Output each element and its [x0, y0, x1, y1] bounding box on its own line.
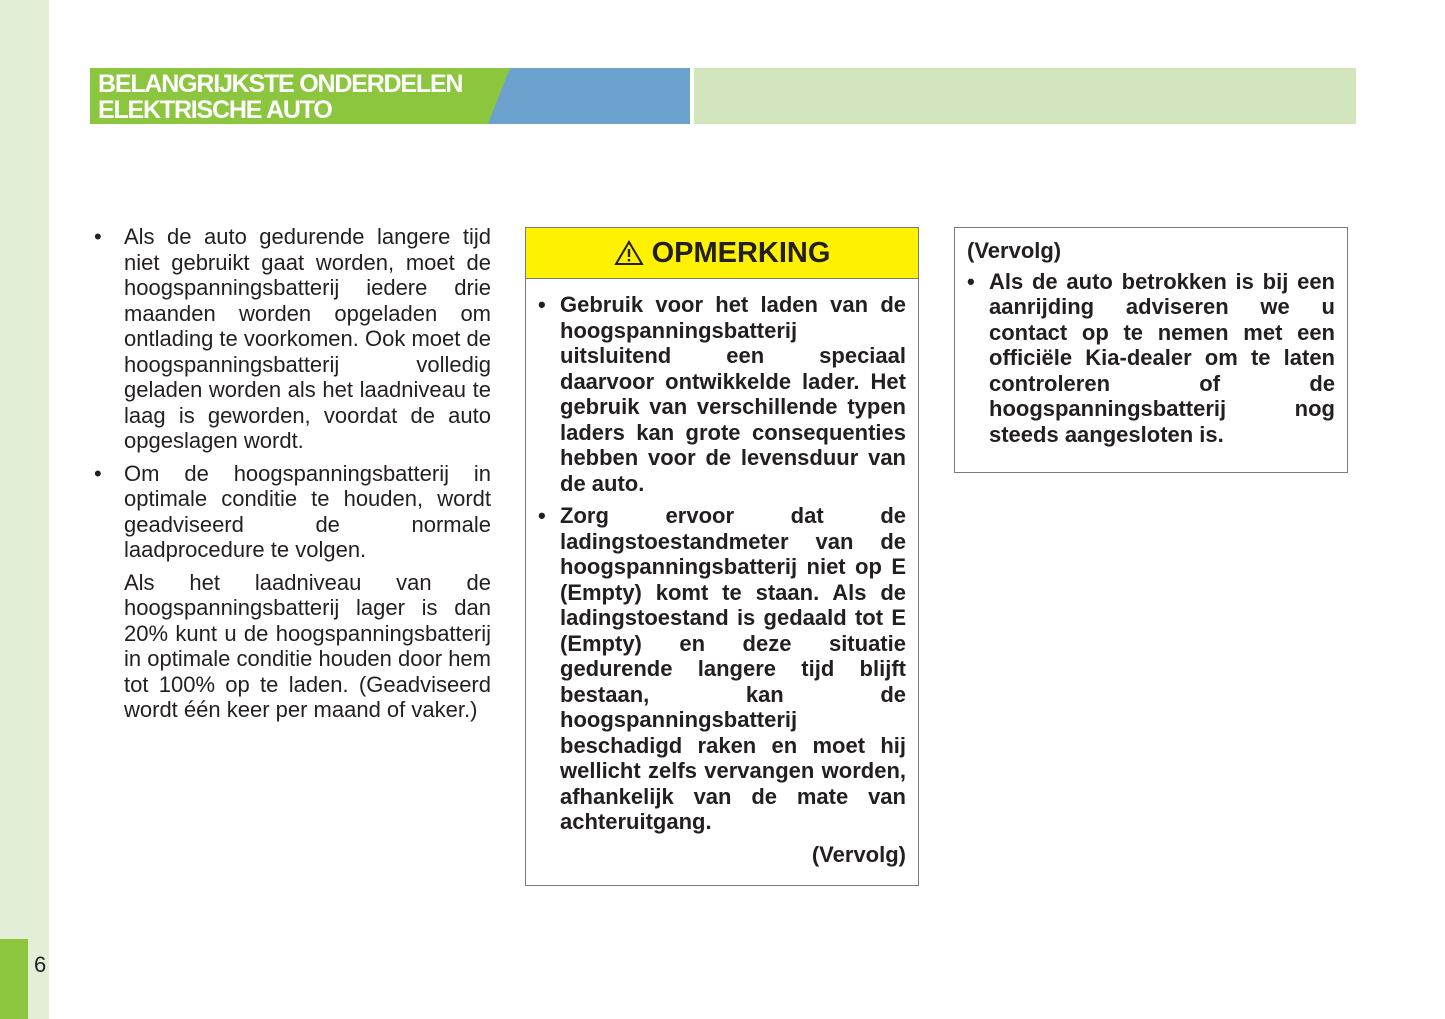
page-number: 6	[34, 952, 47, 977]
warning-title: OPMERKING	[651, 236, 831, 269]
header-blue-band	[488, 68, 690, 124]
side-strip	[0, 0, 49, 1019]
continued-heading: (Vervolg)	[967, 238, 1062, 263]
continued-body	[955, 228, 1347, 447]
warning-header	[526, 228, 918, 279]
list-item: • Als de auto gedurende langere tijd niet gebruikt gaat worden, moet de hoogspanningsbatterij iedere drie maanden worden opgeladen om ontlading te voorkomen. Ook moet de hoogspanningsbatterij volledig geladen worden als het laadniveau te laag is geworden, voordat de auto opgeslagen wordt.	[94, 224, 491, 454]
header-light-band	[694, 68, 1356, 124]
section-title-line1: BELANGRIJKSTE ONDERDELEN	[98, 70, 463, 98]
continued-box	[954, 227, 1348, 473]
list-item: • Als de auto betrokken is bij een aanrijding adviseren we u contact op te nemen met een officiële Kia-dealer om te laten controleren of de hoogspanningsbatterij nog steeds aangesloten is.	[967, 269, 1335, 448]
section-title	[98, 71, 498, 123]
warning-body	[526, 279, 918, 867]
section-title-line2: ELEKTRISCHE AUTO	[98, 96, 332, 124]
left-column	[94, 224, 491, 723]
warning-box	[525, 227, 919, 886]
list-item: • Zorg ervoor dat de ladingstoestandmeter van de hoogspanningsbatterij niet op E (Empty) komt te staan. Als de ladingstoestand is gedaald tot E (Empty) en deze situatie gedurende langere tijd blijft bestaan, kan de hoogspanningsbatterij beschadigd raken en moet hij wellicht zelfs vervangen worden, afhankelijk van de mate van achteruitgang.	[538, 503, 906, 835]
page-tab	[0, 939, 28, 1019]
continued-label: (Vervolg)	[811, 841, 906, 867]
warning-triangle-icon	[614, 240, 644, 266]
paragraph: Als het laadniveau van de hoogspanningsbatterij lager is dan 20% kunt u de hoogspanningsbatterij in optimale conditie houden door hem tot 100% op te laden. (Geadviseerd wordt één keer per maand of vaker.)	[124, 569, 491, 722]
list-item: • Gebruik voor het laden van de hoogspanningsbatterij uitsluitend een speciaal daarvoor ontwikkelde lader. Het gebruik van verschillende typen laders kan grote consequenties hebben voor de levensduur van de auto.	[538, 292, 906, 496]
list-item: • Om de hoogspanningsbatterij in optimale conditie te houden, wordt geadviseerd de normale laadprocedure te volgen.	[94, 461, 491, 563]
